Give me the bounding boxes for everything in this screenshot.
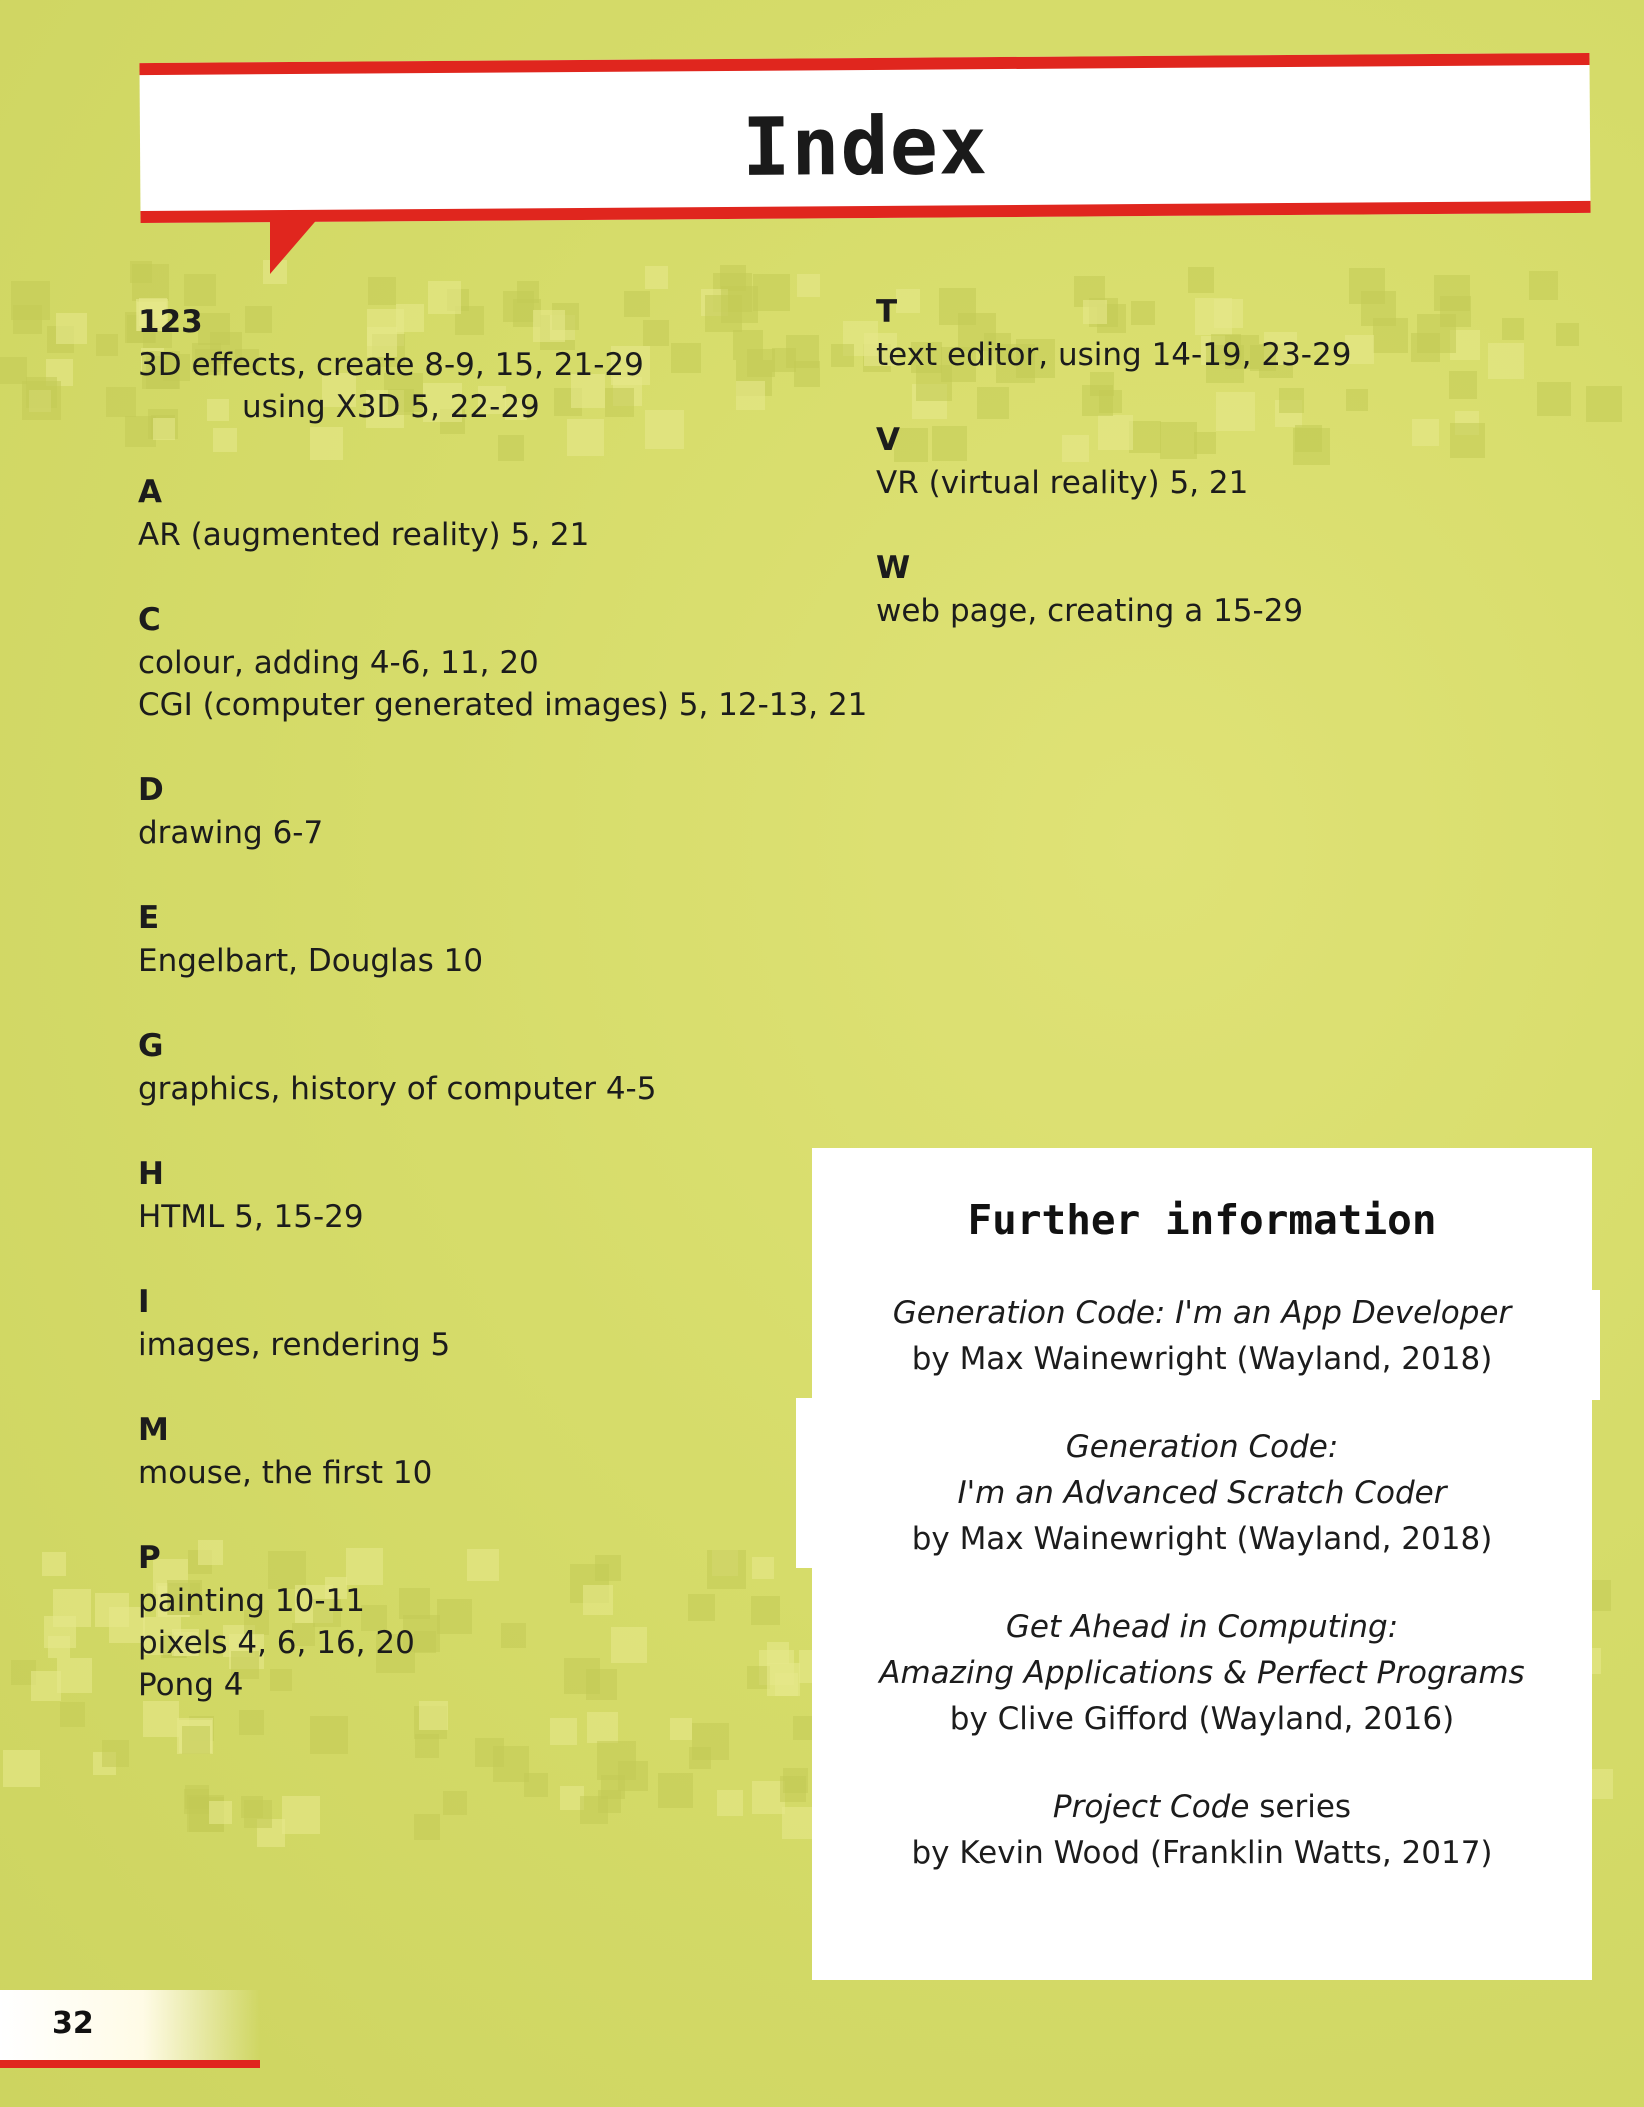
pixel-square bbox=[0, 357, 27, 384]
page-number: 32 bbox=[52, 2006, 94, 2041]
book-entry bbox=[842, 1290, 1562, 1382]
further-information-box bbox=[812, 1148, 1592, 1980]
index-letter: H bbox=[138, 1156, 164, 1192]
pixel-square bbox=[57, 1658, 92, 1693]
index-entry: graphics, history of computer 4-5 bbox=[138, 1071, 657, 1107]
pixel-square bbox=[1556, 323, 1579, 346]
book-author: by Clive Gifford (Wayland, 2016) bbox=[949, 1701, 1455, 1737]
pixel-square bbox=[797, 274, 820, 297]
index-letter: G bbox=[138, 1028, 164, 1064]
index-group bbox=[138, 598, 868, 726]
book-title: Project Code bbox=[1052, 1789, 1250, 1825]
index-letter: I bbox=[138, 1284, 150, 1320]
index-entry: web page, creating a 15-29 bbox=[876, 593, 1304, 629]
index-entry: HTML 5, 15-29 bbox=[138, 1199, 364, 1235]
index-entry: colour, adding 4-6, 11, 20 bbox=[138, 645, 539, 681]
index-letter: A bbox=[138, 474, 162, 510]
pixel-square bbox=[658, 1773, 693, 1808]
index-group bbox=[138, 470, 838, 556]
index-entry: Engelbart, Douglas 10 bbox=[138, 943, 484, 979]
pixel-square bbox=[96, 334, 118, 356]
index-entry: AR (augmented reality) 5, 21 bbox=[138, 517, 590, 553]
index-column-left bbox=[138, 300, 868, 1748]
pixel-square bbox=[618, 1761, 648, 1791]
pixel-square bbox=[717, 1790, 743, 1816]
index-group bbox=[138, 1280, 838, 1366]
index-letter: M bbox=[138, 1412, 169, 1448]
index-entry: pixels 4, 6, 16, 20 bbox=[138, 1625, 415, 1661]
index-letter: D bbox=[138, 772, 164, 808]
index-entry: painting 10-11 bbox=[138, 1583, 365, 1619]
index-entry: CGI (computer generated images) 5, 12-13, 21 bbox=[138, 687, 868, 723]
index-group bbox=[876, 290, 1436, 376]
index-letter: C bbox=[138, 602, 161, 638]
book-title: I'm an Advanced Scratch Coder bbox=[957, 1475, 1447, 1511]
book-author: by Max Wainewright (Wayland, 2018) bbox=[911, 1341, 1493, 1377]
index-group bbox=[138, 1152, 838, 1238]
index-column-right bbox=[876, 290, 1436, 674]
pixel-square bbox=[132, 264, 169, 301]
index-group bbox=[138, 1536, 838, 1706]
index-entry: text editor, using 14-19, 23-29 bbox=[876, 337, 1352, 373]
pixel-square bbox=[3, 1750, 40, 1787]
index-letter: E bbox=[138, 900, 160, 936]
banner-pointer bbox=[270, 216, 320, 274]
index-letter: 123 bbox=[138, 304, 203, 340]
book-author: by Max Wainewright (Wayland, 2018) bbox=[911, 1521, 1493, 1557]
book-title: Amazing Applications & Perfect Programs bbox=[879, 1655, 1525, 1691]
pixel-square bbox=[1488, 343, 1524, 379]
pixel-square bbox=[60, 1702, 85, 1727]
index-group bbox=[876, 418, 1436, 504]
pixel-square bbox=[241, 1796, 263, 1818]
page-title: Index bbox=[741, 99, 989, 194]
pixel-square bbox=[1586, 386, 1622, 422]
title-banner bbox=[139, 53, 1590, 223]
book-title: Generation Code: bbox=[1065, 1429, 1339, 1465]
index-letter: T bbox=[876, 294, 898, 330]
pixel-square bbox=[13, 305, 42, 334]
pixel-square bbox=[48, 1636, 70, 1658]
pixel-square bbox=[209, 1801, 232, 1824]
pixel-square bbox=[783, 1768, 808, 1793]
index-group bbox=[138, 1024, 838, 1110]
book-title: Get Ahead in Computing: bbox=[1005, 1609, 1399, 1645]
book-author: by Kevin Wood (Franklin Watts, 2017) bbox=[911, 1835, 1493, 1871]
pixel-square bbox=[782, 1807, 814, 1839]
pixel-square bbox=[106, 387, 136, 417]
pixel-square bbox=[689, 1747, 711, 1769]
index-letter: V bbox=[876, 422, 900, 458]
index-entry: Pong 4 bbox=[138, 1667, 244, 1703]
index-entry: VR (virtual reality) 5, 21 bbox=[876, 465, 1249, 501]
index-entry: images, rendering 5 bbox=[138, 1327, 451, 1363]
pixel-square bbox=[580, 1796, 608, 1824]
index-letter: W bbox=[876, 550, 911, 586]
pixel-square bbox=[443, 1791, 467, 1815]
index-group bbox=[138, 1408, 838, 1494]
pixel-square bbox=[414, 1814, 440, 1840]
book-title-suffix: series bbox=[1249, 1789, 1352, 1825]
book-entry bbox=[842, 1784, 1562, 1876]
pixel-square bbox=[524, 1773, 548, 1797]
page-number-bar bbox=[0, 1990, 260, 2068]
pixel-square bbox=[1440, 296, 1471, 327]
index-entry: mouse, the first 10 bbox=[138, 1455, 433, 1491]
index-group bbox=[876, 546, 1436, 632]
pixel-square bbox=[1537, 382, 1571, 416]
index-group bbox=[138, 768, 838, 854]
book-entry bbox=[842, 1604, 1562, 1742]
index-entry: 3D effects, create 8-9, 15, 21-29 bbox=[138, 347, 644, 383]
pixel-square bbox=[282, 1796, 320, 1834]
index-letter: P bbox=[138, 1540, 161, 1576]
further-information-heading: Further information bbox=[967, 1196, 1437, 1244]
pixel-square bbox=[102, 1740, 129, 1767]
pixel-square bbox=[42, 1552, 66, 1576]
pixel-square bbox=[1529, 271, 1558, 300]
pixel-square bbox=[1450, 423, 1485, 458]
index-entry: drawing 6-7 bbox=[138, 815, 324, 851]
index-sub-entry: using X3D 5, 22-29 bbox=[242, 389, 540, 425]
pixel-square bbox=[1502, 318, 1524, 340]
book-title: Generation Code: I'm an App Developer bbox=[892, 1295, 1512, 1331]
index-group bbox=[138, 300, 838, 428]
book-entry bbox=[842, 1424, 1562, 1562]
pixel-square bbox=[1449, 371, 1477, 399]
index-group bbox=[138, 896, 838, 982]
pixel-square bbox=[56, 313, 87, 344]
pixel-square bbox=[645, 266, 668, 289]
pixel-square bbox=[22, 381, 61, 420]
